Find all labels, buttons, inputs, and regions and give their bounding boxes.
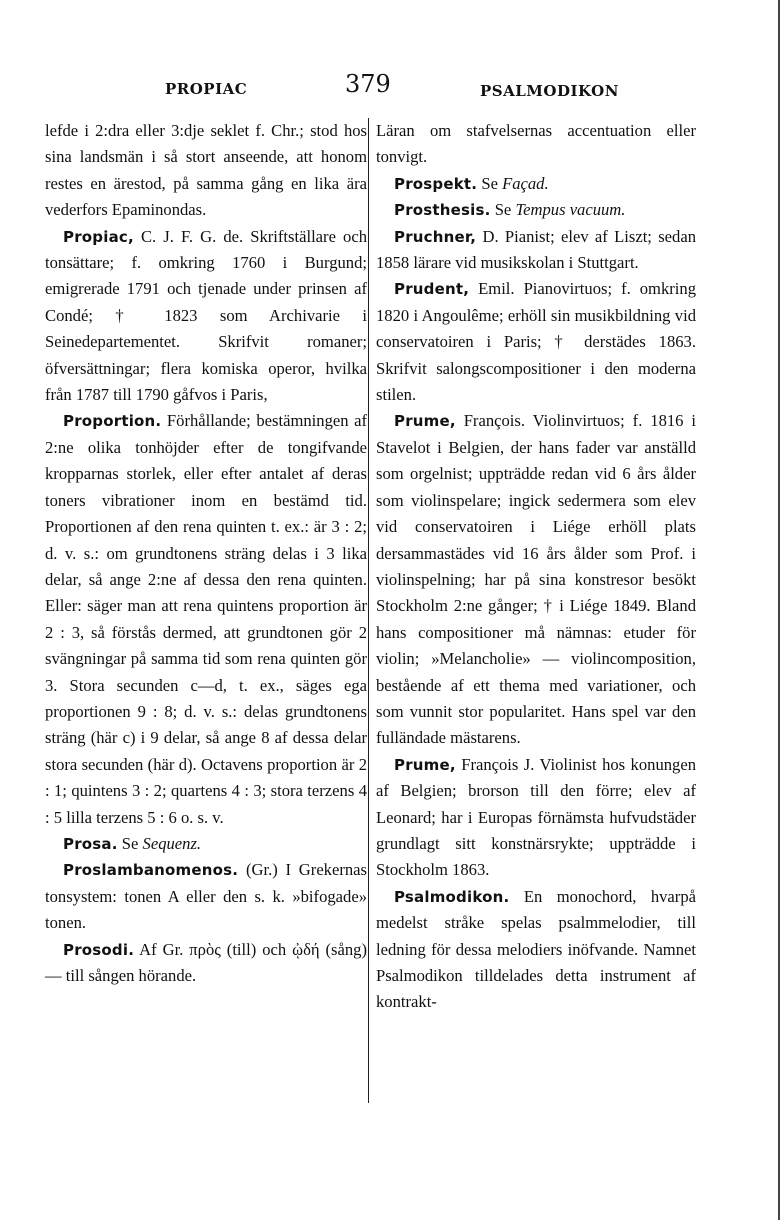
headword: Prospekt. xyxy=(394,174,478,193)
entry-propiac: Propiac, C. J. F. G. de. Skriftställare och tonsättare; f. omkring 1760 i Burgund; emigrerade 1791 och tjenade under prinsen af Condé; † 1823 som Archivarie i Seinedepartementet. Skrifvit romaner; öfversättningar; flera komiska operor, hvilka från 1787 till 1790 gåfvos i Paris, xyxy=(45,226,367,405)
entry-proslambanomenos: Proslambanomenos. (Gr.) I Grekernas tonsystem: tonen A eller den s. k. »bifogade» tonen. xyxy=(45,860,367,933)
column-divider xyxy=(368,118,369,1103)
headword: Proportion. xyxy=(63,412,162,431)
running-head-left: PROPIAC xyxy=(165,80,248,98)
running-head-right: PSALMODIKON xyxy=(480,82,619,100)
entry-continuation: lefde i 2:dra eller 3:dje seklet f. Chr.; stod hos sina landsmän i så stort anseende, att honom restes en ärestod, på samma gång en lika ära vederfors Epaminondas. xyxy=(45,121,367,220)
headword: Psalmodikon. xyxy=(394,887,510,906)
entry-prosodi: Prosodi. Af Gr. πρὸς (till) och ᾠδή (sång) — till sången hörande. xyxy=(45,939,367,985)
headword: Prudent, xyxy=(394,280,470,299)
headword: Prume, xyxy=(394,755,456,774)
headword: Prosodi. xyxy=(63,940,135,959)
entry-prosthesis: Prosthesis. Se Tempus vacuum. xyxy=(394,200,626,220)
right-column xyxy=(376,118,696,1016)
headword: Prosthesis. xyxy=(394,201,491,220)
headword: Pruchner, xyxy=(394,227,477,246)
page-header xyxy=(40,70,740,110)
entry-proportion: Proportion. Förhållande; bestämningen af 2:ne olika tonhöjder efter de tongifvande kropparnas storlek, eller efter antalet af deras toners vibrationer inom en bestämd tid. Proportionen af den rena quinten t. ex.: är 3 : 2; d. v. s.: om grundtonens sträng delas i 3 lika delar, så ange 2:ne af dessa den rena quinten. Eller: säger man att rena quintens proportion är 2 : 3, så förstås dermed, att grundtonen gör 2 svängningar på samma tid som rena quinten gör 3. Stora secunden c—d, t. ex., säges ega proportionen 9 : 8; d. v. s.: delas grundtonens sträng (här c) i 9 delar, så ange 8 af dessa delar stora secunden (här d). Octavens proportion är 2 : 1; quintens 3 : 2; quartens 4 : 3; stora terzens 4 : 5 lilla terzens 5 : 6 o. s. v. xyxy=(45,411,367,827)
entry-prudent: Prudent, Emil. Pianovirtuos; f. omkring 1820 i Angoulême; erhöll sin musikbildning vid conservatoiren i Paris; † derstädes 1863. Skrifvit salongscompositioner i den moderna stilen. xyxy=(376,279,696,405)
headword: Proslambanomenos. xyxy=(63,861,239,880)
cross-reference: Tempus vacuum. xyxy=(515,200,626,220)
cross-reference: Sequenz. xyxy=(142,833,202,853)
left-column xyxy=(45,118,367,989)
cross-reference: Façad. xyxy=(502,173,549,193)
entry-prume-francois: Prume, François. Violinvirtuos; f. 1816 i Stavelot i Belgien, der hans fader var anställd som orgelnist; uppträdde redan vid 6 års ålder som violinspelare; ingick sedermera som elev vid conservatoiren i Liége erhöll plats dersammastädes vid 16 års ålder som Prof. i violinspelning; har på sina konstresor besökt Stockholm 2:ne gånger; † i Liége 1849. Bland hans compositioner må nämnas: etuder för violin; »Melancholie» — violincomposition, bestående af ett thema med variationer, och som vunnit stor popularitet. Hans spel var den fulländade mästarens. xyxy=(376,411,696,748)
entry-prospekt: Prospekt. Se Façad. xyxy=(394,173,549,193)
page-edge-line xyxy=(778,0,780,1220)
entry-continuation: Läran om stafvelsernas accentuation eller tonvigt. xyxy=(376,121,696,167)
headword: Prume, xyxy=(394,412,456,431)
entry-pruchner: Pruchner, D. Pianist; elev af Liszt; sedan 1858 lärare vid musikskolan i Stuttgart. xyxy=(376,226,696,273)
entry-prosa: Prosa. Se Sequenz. xyxy=(63,833,202,853)
page-number: 379 xyxy=(345,70,391,98)
entry-prume-francois-j: Prume, François J. Violinist hos konungen af Belgien; brorson till den förre; elev af Leonard; har i Europas förnämsta hufvudstäder grundlagt sitt konstnärsrykte; uppträdde i Stockholm 1863. xyxy=(376,754,696,880)
headword: Propiac, xyxy=(63,227,134,246)
entry-psalmodikon: Psalmodikon. En monochord, hvarpå medelst stråke spelas psalmmelodier, till ledning för dessa melodiers inöfvande. Namnet Psalmodikon tilldelades detta instrument af kontrakt- xyxy=(376,886,696,1012)
headword: Prosa. xyxy=(63,834,118,853)
